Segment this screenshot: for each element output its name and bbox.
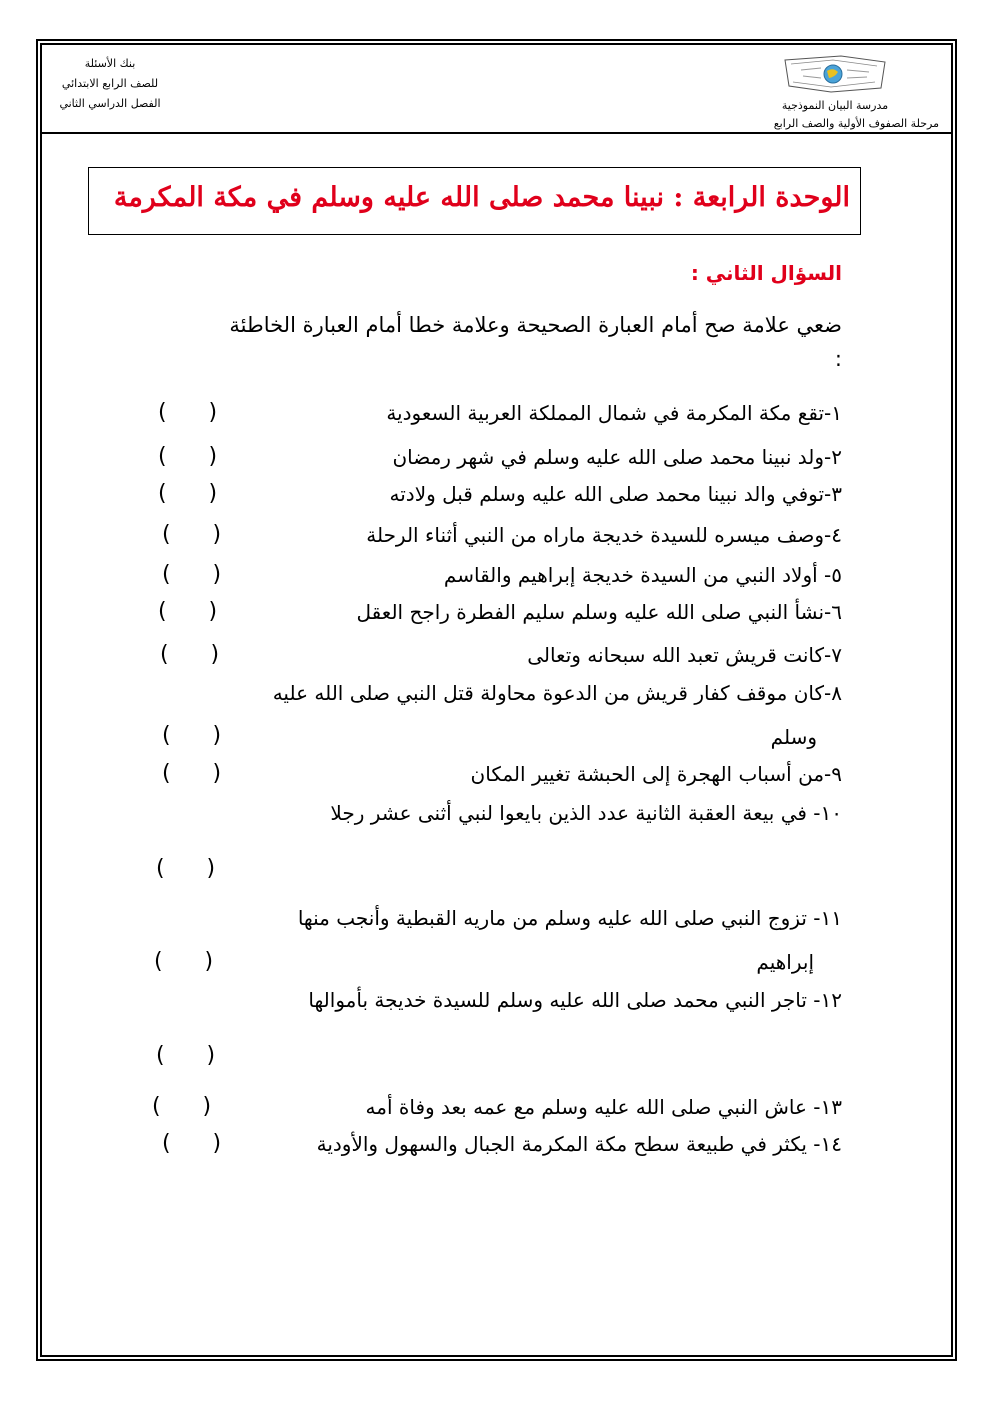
- question-item-6: ٦-نشأ النبي صلى الله عليه وسلم سليم الفطرة راجح العقل: [356, 600, 842, 624]
- header-left-line-1: بنك الأسئلة: [84, 57, 136, 70]
- answer-blank-2[interactable]: ( ): [158, 444, 218, 469]
- answer-blank-10[interactable]: ( ): [156, 856, 216, 881]
- question-item-10: ١٠- في بيعة العقبة الثانية عدد الذين بايعوا لنبي أثنى عشر رجلا: [330, 801, 842, 825]
- school-logo-icon: [781, 54, 889, 94]
- header-left-line-3: الفصل الدراسي الثاني: [59, 97, 161, 110]
- answer-blank-5[interactable]: ( ): [162, 562, 222, 587]
- question-item-5: ٥- أولاد النبي من السيدة خديجة إبراهيم والقاسم: [443, 563, 842, 587]
- question-instruction: ضعي علامة صح أمام العبارة الصحيحة وعلامة خطا أمام العبارة الخاطئة :: [229, 313, 842, 371]
- question-item-8-continued: وسلم: [770, 725, 817, 749]
- question-item-8: ٨-كان موقف كفار قريش من الدعوة محاولة قتل النبي صلى الله عليه: [272, 681, 842, 705]
- answer-blank-12[interactable]: ( ): [156, 1043, 216, 1068]
- answer-blank-4[interactable]: ( ): [162, 522, 222, 547]
- answer-blank-9[interactable]: ( ): [162, 761, 222, 786]
- question-item-13: ١٣- عاش النبي صلى الله عليه وسلم مع عمه بعد وفاة أمه: [365, 1095, 842, 1119]
- question-item-7: ٧-كانت قريش تعبد الله سبحانه وتعالى: [527, 643, 842, 667]
- unit-title-box: [88, 167, 861, 235]
- question-item-3: ٣-توفي والد نبينا محمد صلى الله عليه وسلم قبل ولادته: [389, 482, 842, 506]
- unit-title: الوحدة الرابعة : نبينا محمد صلى الله عليه وسلم في مكة المكرمة: [113, 182, 850, 213]
- answer-blank-7[interactable]: ( ): [160, 642, 220, 667]
- school-stage: مرحلة الصفوف الأولية والصف الرابع: [773, 117, 939, 130]
- header-left-line-2: للصف الرابع الابتدائي: [61, 77, 159, 90]
- header-divider: [40, 132, 953, 134]
- question-item-12: ١٢- تاجر النبي محمد صلى الله عليه وسلم للسيدة خديجة بأموالها: [308, 988, 842, 1012]
- question-item-11-continued: إبراهيم: [756, 950, 814, 974]
- answer-blank-8[interactable]: ( ): [162, 723, 222, 748]
- question-heading: السؤال الثاني :: [690, 261, 842, 285]
- header-left-block: [48, 54, 172, 114]
- question-item-2: ٢-ولد نبينا محمد صلى الله عليه وسلم في شهر رمضان: [392, 445, 842, 469]
- answer-blank-6[interactable]: ( ): [158, 599, 218, 624]
- answer-blank-3[interactable]: ( ): [158, 481, 218, 506]
- answer-blank-1[interactable]: ( ): [158, 400, 218, 425]
- question-item-9: ٩-من أسباب الهجرة إلى الحبشة تغيير المكان: [470, 762, 842, 786]
- question-item-11: ١١- تزوج النبي صلى الله عليه وسلم من ماريه القبطية وأنجب منها: [297, 906, 842, 930]
- answer-blank-13[interactable]: ( ): [152, 1094, 212, 1119]
- school-name: مدرسة البيان النموذجية: [781, 99, 889, 112]
- question-item-14: ١٤- يكثر في طبيعة سطح مكة المكرمة الجبال والسهول والأودية: [316, 1132, 842, 1156]
- question-item-4: ٤-وصف ميسره للسيدة خديجة ماراه من النبي أثناء الرحلة: [366, 523, 842, 547]
- answer-blank-11[interactable]: ( ): [154, 949, 214, 974]
- answer-blank-14[interactable]: ( ): [162, 1131, 222, 1156]
- header-right-block: [725, 54, 945, 132]
- question-item-1: ١-تقع مكة المكرمة في شمال المملكة العربية السعودية: [386, 401, 842, 425]
